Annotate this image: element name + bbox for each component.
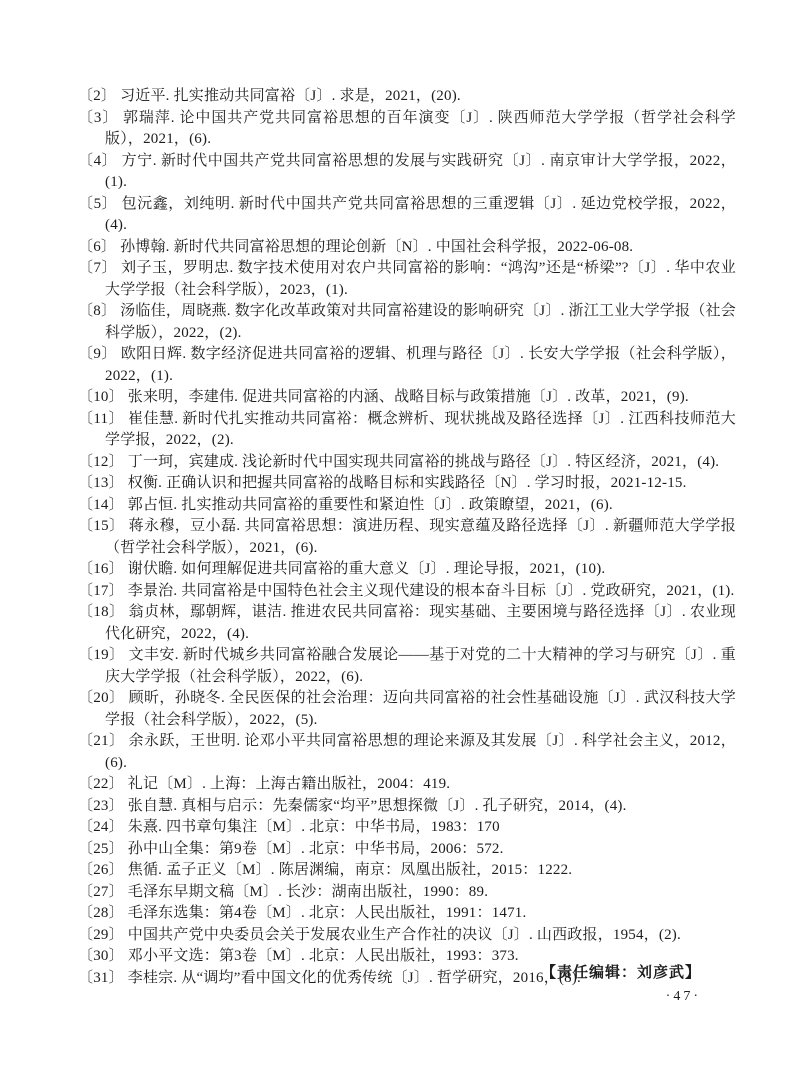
- reference-item: [78, 86, 736, 108]
- reference-label: 〔22〕: [78, 776, 124, 792]
- reference-text: 李桂宗. 从“调均”看中国文化的优秀传统〔J〕. 哲学研究，2016，(8).: [127, 969, 581, 986]
- reference-item: [78, 387, 736, 409]
- reference-item: [78, 452, 736, 474]
- reference-label: 〔24〕: [78, 819, 124, 835]
- reference-item: [78, 194, 736, 237]
- reference-item: [78, 688, 736, 731]
- reference-item: [78, 516, 736, 559]
- reference-item: [78, 473, 736, 495]
- reference-text: 习近平. 扎实推动共同富裕〔J〕. 求是，2021，(20).: [120, 88, 461, 104]
- reference-text: 毛泽东选集：第4卷〔M〕. 北京：人民出版社，1991：1471.: [127, 905, 527, 921]
- reference-label: 〔20〕: [78, 690, 125, 706]
- reference-text: 孙中山全集：第9卷〔M〕. 北京：中华书局，2006：572.: [127, 840, 504, 857]
- reference-item: [78, 301, 736, 344]
- reference-text: 朱熹. 四书章句集注〔M〕. 北京：中华书局，1983：170: [127, 819, 500, 835]
- reference-label: 〔18〕: [78, 604, 125, 620]
- reference-label: 〔12〕: [78, 453, 124, 470]
- reference-label: 〔30〕: [78, 948, 124, 964]
- reference-item: [78, 581, 736, 603]
- reference-item: [78, 645, 736, 688]
- reference-text: 翁贞林，鄢朝辉，谌洁. 推进农民共同富裕：现实基础、主要困境与路径选择〔J〕. 农业现代化研究，2022，(4).: [105, 604, 736, 642]
- reference-text: 权衡. 正确认识和把握共同富裕的战略目标和实践路径〔N〕. 学习时报，2021-12-15.: [127, 475, 687, 491]
- reference-text: 谢伏瞻. 如何理解促进共同富裕的重大意义〔J〕. 理论导报，2021，(10).: [127, 561, 606, 577]
- reference-label: 〔4〕: [78, 152, 118, 169]
- reference-item: [78, 860, 736, 882]
- page-number: ·47·: [665, 989, 701, 1004]
- reference-text: 方宁. 新时代中国共产党共同富裕思想的发展与实践研究〔J〕. 南京审计大学学报，2022，(1).: [105, 152, 737, 190]
- reference-label: 〔26〕: [78, 862, 124, 878]
- reference-item: [78, 108, 736, 151]
- reference-text: 顾昕，孙晓冬. 全民医保的社会治理：迈向共同富裕的社会性基础设施〔J〕. 武汉科技大学学报（社会科学版），2022，(5).: [105, 690, 736, 728]
- reference-text: 文丰安. 新时代城乡共同富裕融合发展论——基于对党的二十大精神的学习与研究〔J〕. 重庆大学学报（社会科学版），2022，(6).: [105, 647, 736, 685]
- reference-item: [78, 774, 736, 796]
- reference-label: 〔11〕: [78, 410, 124, 427]
- reference-item: [78, 495, 736, 517]
- reference-item: [78, 731, 736, 774]
- reference-label: 〔5〕: [78, 195, 118, 212]
- reference-label: 〔27〕: [78, 883, 124, 900]
- reference-label: 〔7〕: [78, 260, 117, 276]
- reference-label: 〔21〕: [78, 733, 125, 749]
- reference-text: 刘子玉，罗明忠. 数字技术使用对农户共同富裕的影响：“鸿沟”还是“桥梁”?〔J〕. 华中农业大学学报（社会科学版），2023，(1).: [105, 260, 736, 298]
- reference-label: 〔15〕: [78, 518, 125, 534]
- reference-text: 毛泽东早期文稿〔M〕. 长沙：湖南出版社，1990：89.: [127, 883, 489, 900]
- reference-label: 〔17〕: [78, 582, 124, 599]
- reference-text: 包沅鑫，刘纯明. 新时代中国共产党共同富裕思想的三重逻辑〔J〕. 延边党校学报，2022，(4).: [105, 195, 737, 233]
- reference-item: [78, 903, 736, 925]
- reference-text: 中国共产党中央委员会关于发展农业生产合作社的决议〔J〕. 山西政报，1954，(2).: [127, 926, 681, 943]
- reference-label: 〔19〕: [78, 647, 125, 663]
- reference-text: 汤临佳，周晓燕. 数字化改革政策对共同富裕建设的影响研究〔J〕. 浙江工业大学学报（社会科学版），2022，(2).: [105, 303, 736, 341]
- reference-text: 孙博翰. 新时代共同富裕思想的理论创新〔N〕. 中国社会科学报，2022-06-08.: [120, 238, 634, 255]
- reference-item: [78, 344, 736, 387]
- reference-label: 〔6〕: [78, 238, 117, 255]
- reference-text: 李景治. 共同富裕是中国特色社会主义现代建设的根本奋斗目标〔J〕. 党政研究，2021，(1).: [127, 582, 735, 599]
- reference-text: 郭瑞萍. 论中国共产党共同富裕思想的百年演变〔J〕. 陕西师范大学学报（哲学社会科学版），2021，(6).: [105, 109, 736, 147]
- reference-item: [78, 151, 736, 194]
- reference-text: 张来明，李建伟. 促进共同富裕的内涵、战略目标与政策措施〔J〕. 改革，2021，(9).: [127, 389, 689, 405]
- reference-label: 〔13〕: [78, 475, 124, 491]
- reference-text: 欧阳日辉. 数字经济促进共同富裕的逻辑、机理与路径〔J〕. 长安大学学报（社会科学版），2022，(1).: [105, 346, 736, 384]
- reference-list: [78, 86, 736, 989]
- reference-text: 邓小平文选：第3卷〔M〕. 北京：人民出版社，1993：373.: [127, 948, 519, 964]
- reference-text: 崔佳慧. 新时代扎实推动共同富裕：概念辨析、现状挑战及路径选择〔J〕. 江西科技师范大学学报，2022，(2).: [105, 410, 736, 448]
- reference-text: 焦循. 孟子正义〔M〕. 陈居渊编，南京：凤凰出版社，2015：1222.: [127, 862, 573, 878]
- reference-item: [78, 559, 736, 581]
- reference-text: 张自慧. 真相与启示：先秦儒家“均平”思想探微〔J〕. 孔子研究，2014，(4).: [127, 797, 627, 814]
- reference-text: 余永跃，王世明. 论邓小平共同富裕思想的理论来源及其发展〔J〕. 科学社会主义，2012，(6).: [105, 733, 736, 771]
- reference-label: 〔25〕: [78, 840, 124, 857]
- reference-label: 〔2〕: [78, 88, 117, 104]
- reference-text: 丁一珂，宾建成. 浅论新时代中国实现共同富裕的挑战与路径〔J〕. 特区经济，2021，(4).: [127, 453, 720, 470]
- reference-label: 〔10〕: [78, 389, 124, 405]
- reference-label: 〔14〕: [78, 496, 124, 513]
- reference-item: [78, 602, 736, 645]
- reference-item: [78, 258, 736, 301]
- reference-label: 〔28〕: [78, 905, 124, 921]
- reference-item: [78, 796, 736, 818]
- reference-label: 〔9〕: [78, 346, 117, 362]
- reference-label: 〔31〕: [78, 969, 124, 986]
- reference-item: [78, 237, 736, 259]
- reference-text: 蒋永穆，豆小磊. 共同富裕思想：演进历程、现实意蕴及路径选择〔J〕. 新疆师范大学学报（哲学社会科学版），2021，(6).: [105, 518, 736, 556]
- reference-text: 郭占恒. 扎实推动共同富裕的重要性和紧迫性〔J〕. 政策瞭望，2021，(6).: [127, 496, 613, 513]
- reference-label: 〔29〕: [78, 926, 124, 943]
- reference-item: [78, 817, 736, 839]
- reference-label: 〔3〕: [78, 109, 119, 126]
- responsible-editor: 【责任编辑：刘彦武】: [540, 965, 701, 981]
- reference-item: [78, 839, 736, 861]
- reference-label: 〔23〕: [78, 797, 124, 814]
- reference-item: [78, 925, 736, 947]
- reference-item: [78, 882, 736, 904]
- reference-text: 礼记〔M〕. 上海：上海古籍出版社，2004：419.: [127, 776, 451, 792]
- reference-label: 〔16〕: [78, 561, 124, 577]
- reference-item: [78, 409, 736, 452]
- reference-label: 〔8〕: [78, 303, 117, 319]
